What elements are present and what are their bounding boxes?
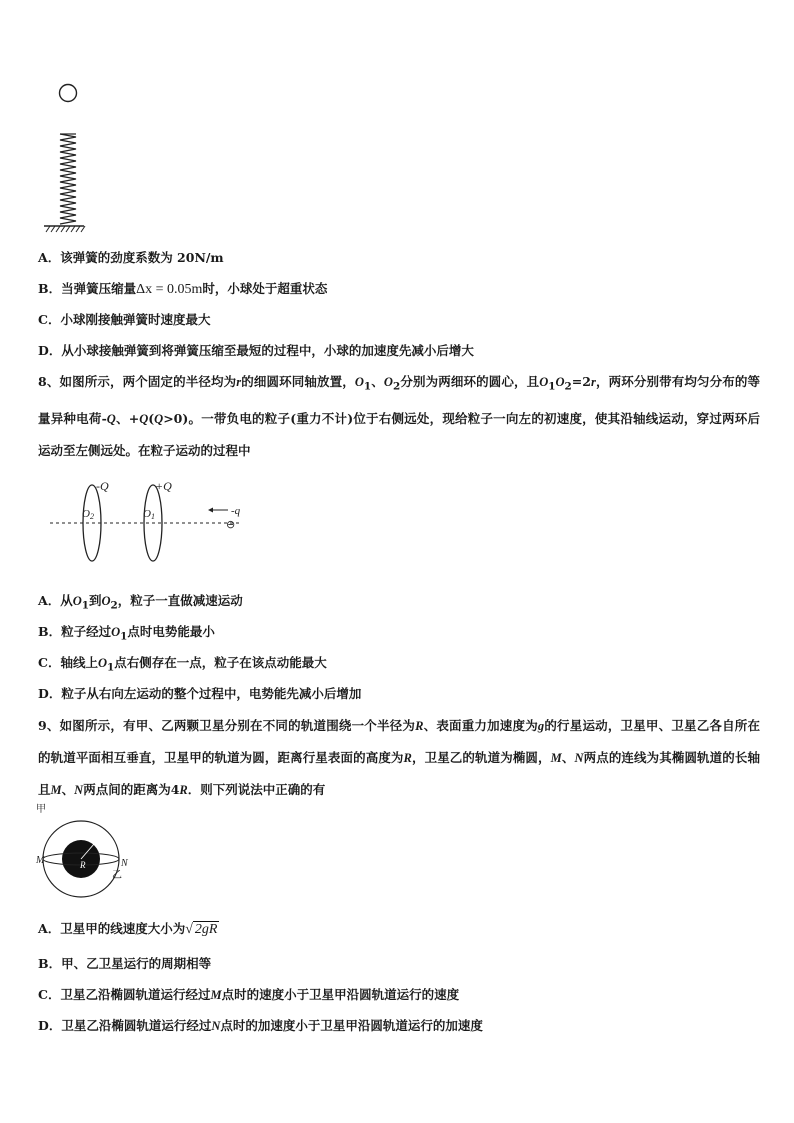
particle-symbol: ⊖: [226, 518, 236, 531]
q9-option-b: B．甲、乙卫星运行的周期相等: [38, 956, 212, 971]
ground-hatch: [46, 226, 85, 232]
label-o2: O2: [82, 508, 94, 521]
label-r: R: [80, 860, 86, 870]
label-yi: 乙: [112, 870, 122, 881]
q9-option-a: A．卫星甲的线速度大小为√ 2gR: [38, 921, 218, 937]
q8-option-a: A．从$O_1$到$O_2$，粒子一直做减速运动: [38, 593, 243, 612]
label-n: N: [121, 858, 128, 869]
label-o1: O1: [143, 508, 155, 521]
label-jia: 甲: [36, 804, 46, 815]
label-particle: -q: [231, 505, 241, 517]
label-neg-q: -Q: [96, 479, 109, 493]
q7-option-b: [38, 281, 327, 298]
q7-option-c: C．小球刚接触弹簧时速度最大: [38, 312, 211, 327]
q7-option-a: A．该弹簧的劲度系数为 20N/m: [38, 250, 224, 265]
q9-option-d: D．卫星乙沿椭圆轨道运行经过N点时的加速度小于卫星甲沿圆轨道运行的加速度: [38, 1018, 483, 1033]
ball: [60, 85, 77, 102]
q7-option-d: D．从小球接触弹簧到将弹簧压缩至最短的过程中，小球的加速度先减小后增大: [38, 343, 474, 358]
spring: [60, 134, 76, 224]
q9-option-c: C．卫星乙沿椭圆轨道运行经过M点时的速度小于卫星甲沿圆轨道运行的速度: [38, 987, 460, 1002]
q9-stem: 9、如图所示，有甲、乙两颗卫星分别在不同的轨道围绕一个半径为R、表面重力加速度为g的行星运动，卫星甲、卫星乙各自所在的轨道平面相互垂直，卫星甲的轨道为圆，距离行星表面的高度为R，卫星乙的轨道为椭圆，M、N两点的连线为其椭圆轨道的长轴且M、N两点间的距离为4R．则下列说法中正确的有: [38, 718, 760, 797]
q8-option-b: B．粒子经过$O_1$点时电势能最小: [38, 624, 215, 643]
q7-option-b-prefix: B．当弹簧压缩量: [38, 281, 137, 296]
q7-option-b-math: Δx = 0.05m: [136, 282, 203, 297]
orbits-figure: [34, 802, 164, 914]
spring-ball-figure: [40, 82, 100, 237]
q8-option-c: C．轴线上$O_1$点右侧存在一点，粒子在该点动能最大: [38, 655, 327, 674]
q8-option-d: D．粒子从右向左运动的整个过程中，电势能先减小后增加: [38, 686, 362, 701]
label-m: M: [36, 855, 45, 866]
label-pos-q: +Q: [155, 479, 172, 493]
q7-option-b-suffix: 时，小球处于超重状态: [202, 281, 328, 296]
sqrt-expression: √ 2gR: [185, 922, 218, 937]
q8-stem: 8、如图所示，两个固定的半径均为r的细圆环同轴放置，$O_1$、$O_2$分别为两细环的圆心，且$O_1O_2=2r$，两环分别带有均匀分布的等量异种电荷-Q、+Q(Q>0)。一带负电的粒子(重力不计)位于右侧远处，现给粒子一向左的初速度，使其沿轴线运动，穿过两环后运动至左侧远处。在粒子运动的过程中: [38, 374, 760, 458]
velocity-arrowhead: [208, 508, 213, 513]
rings-figure: [50, 478, 280, 578]
